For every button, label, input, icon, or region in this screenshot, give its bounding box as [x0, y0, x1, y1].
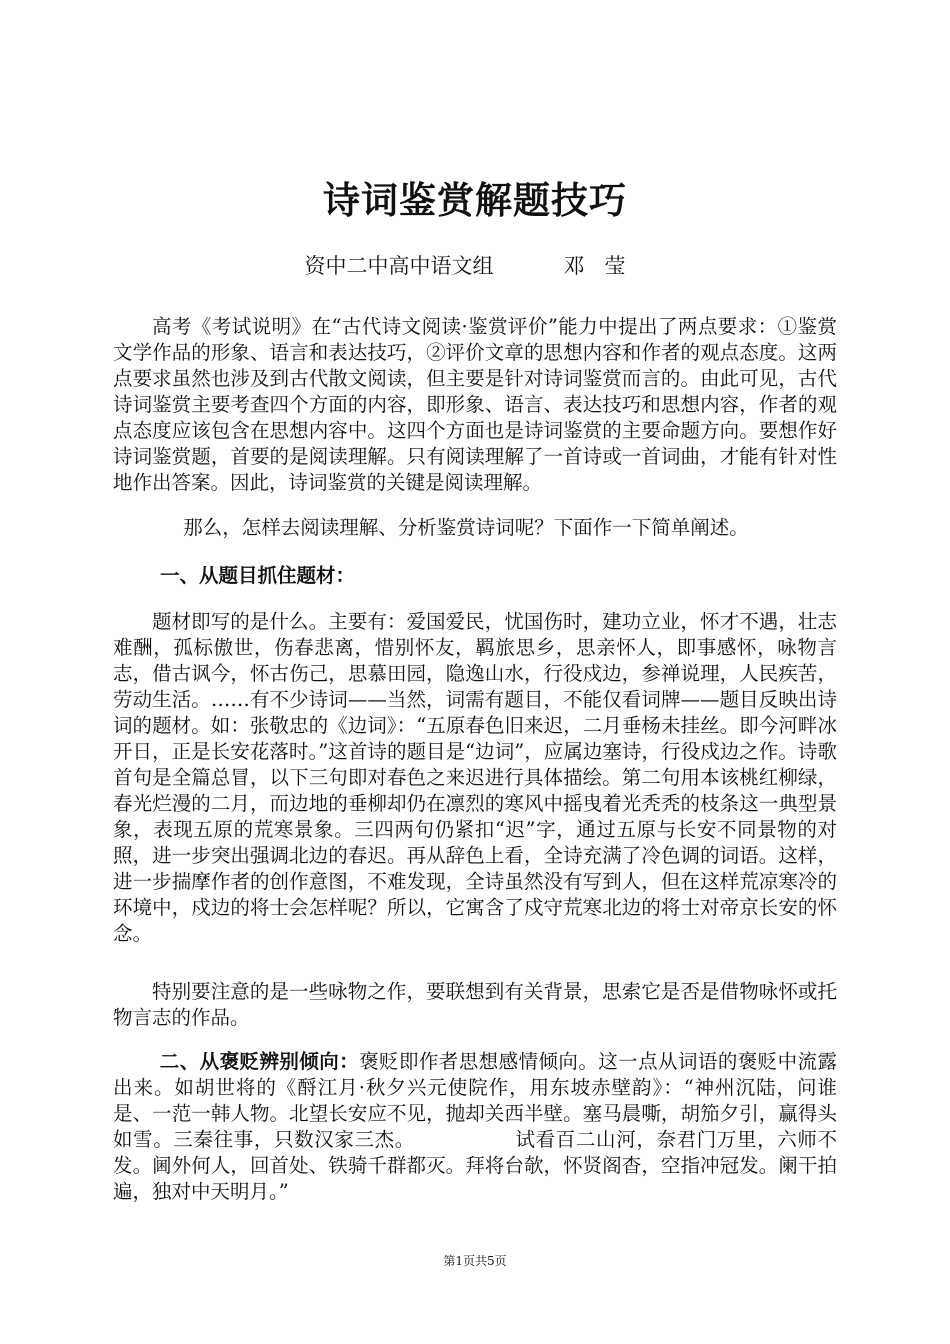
section1-paragraph: 题材即写的是什么。主要有：爱国爱民，忧国伤时，建功立业，怀才不遇，壮志难酬，孤标傲世，伤春悲离，惜别怀友，羁旅思乡，思亲怀人，即事感怀，咏物言志，借古讽今，怀古伤己，思慕田园，隐逸山水，行役戍边，参禅说理，人民疾苦，劳动生活。……有不少诗词——当然，词需有题目，不能仅看词牌——题目反映出诗词的题材。如：张敬忠的《边词》：“五原春色旧来迟，二月垂杨未挂丝。即今河畔冰开日，正是长安花落时。”这首诗的题目是“边词”，应属边塞诗，行役戍边之作。诗歌首句是全篇总冒，以下三句即对春色之来迟进行具体描绘。第二句用本该桃红柳绿，春光烂漫的二月，而边地的垂柳却仍在凛烈的寒风中摇曳着光秃秃的枝条这一典型景象，表现五原的荒寒景象。三四两句仍紧扣“迟”字，通过五原与长安不同景物的对照，进一步突出强调北边的春迟。再从辞色上看，全诗充满了冷色调的词语。这样，进一步揣摩作者的创作意图，不难发现，全诗虽然没有写到人，但在这样荒凉寒冷的环境中，戍边的将士会怎样呢？所以，它寓含了戍守荒寒北边的将士对帝京长安的怀念。: [113, 610, 837, 945]
section1-heading: 一、从题目抓住题材：: [160, 564, 356, 587]
author-affiliation: 资中二中高中语文组: [304, 254, 494, 278]
author-line: [0, 250, 950, 280]
section2-text-a: 褒贬即作者思想感情倾向。这一点从词语的褒贬中流露出来。如胡世将的《酹江月·秋夕兴元使院作，用东坡赤壁韵》：“神州沉陆，问谁是、一范一韩人物。北望长安应不见，抛却关西半壁。塞马晨嘶，胡笳夕引，赢得头如雪。三秦往事，只数汉家三杰。: [113, 1050, 837, 1151]
section2-text-b: 试看百二山河，奈君门万里，六师不发。阃外何人，回首处、铁骑千群都灭。拜将台欹，怀贤阁杳，空指冲冠发。阑干拍遍，独对中天明月。”: [113, 1128, 837, 1203]
section2-paragraph: [113, 1049, 837, 1205]
note-paragraph: 特别要注意的是一些咏物之作，要联想到有关背景，思索它是否是借物咏怀或托物言志的作品。: [113, 980, 837, 1029]
transition-paragraph: 那么，怎样去阅读理解、分析鉴赏诗词呢？下面作一下简单阐述。: [183, 516, 749, 539]
intro-paragraph: 高考《考试说明》在“古代诗文阅读·鉴赏评价”能力中提出了两点要求：①鉴赏文学作品的形象、语言和表达技巧，②评价文章的思想内容和作者的观点态度。这两点要求虽然也涉及到古代散文阅读，但主要是针对诗词鉴赏而言的。由此可见，古代诗词鉴赏主要考查四个方面的内容，即形象、语言、表达技巧和思想内容，作者的观点态度应该包含在思想内容中。这四个方面也是诗词鉴赏的主要命题方向。要想作好诗词鉴赏题，首要的是阅读理解。只有阅读理解了一首诗或一首词曲，才能有针对性地作出答案。因此，诗词鉴赏的关键是阅读理解。: [113, 315, 837, 494]
page-footer: 第1页共5页: [443, 1254, 507, 1268]
section2-heading: 二、从褒贬辨别倾向：: [159, 1050, 360, 1073]
author-name: 邓莹: [563, 254, 646, 278]
document-title: 诗词鉴赏解题技巧: [323, 178, 627, 222]
